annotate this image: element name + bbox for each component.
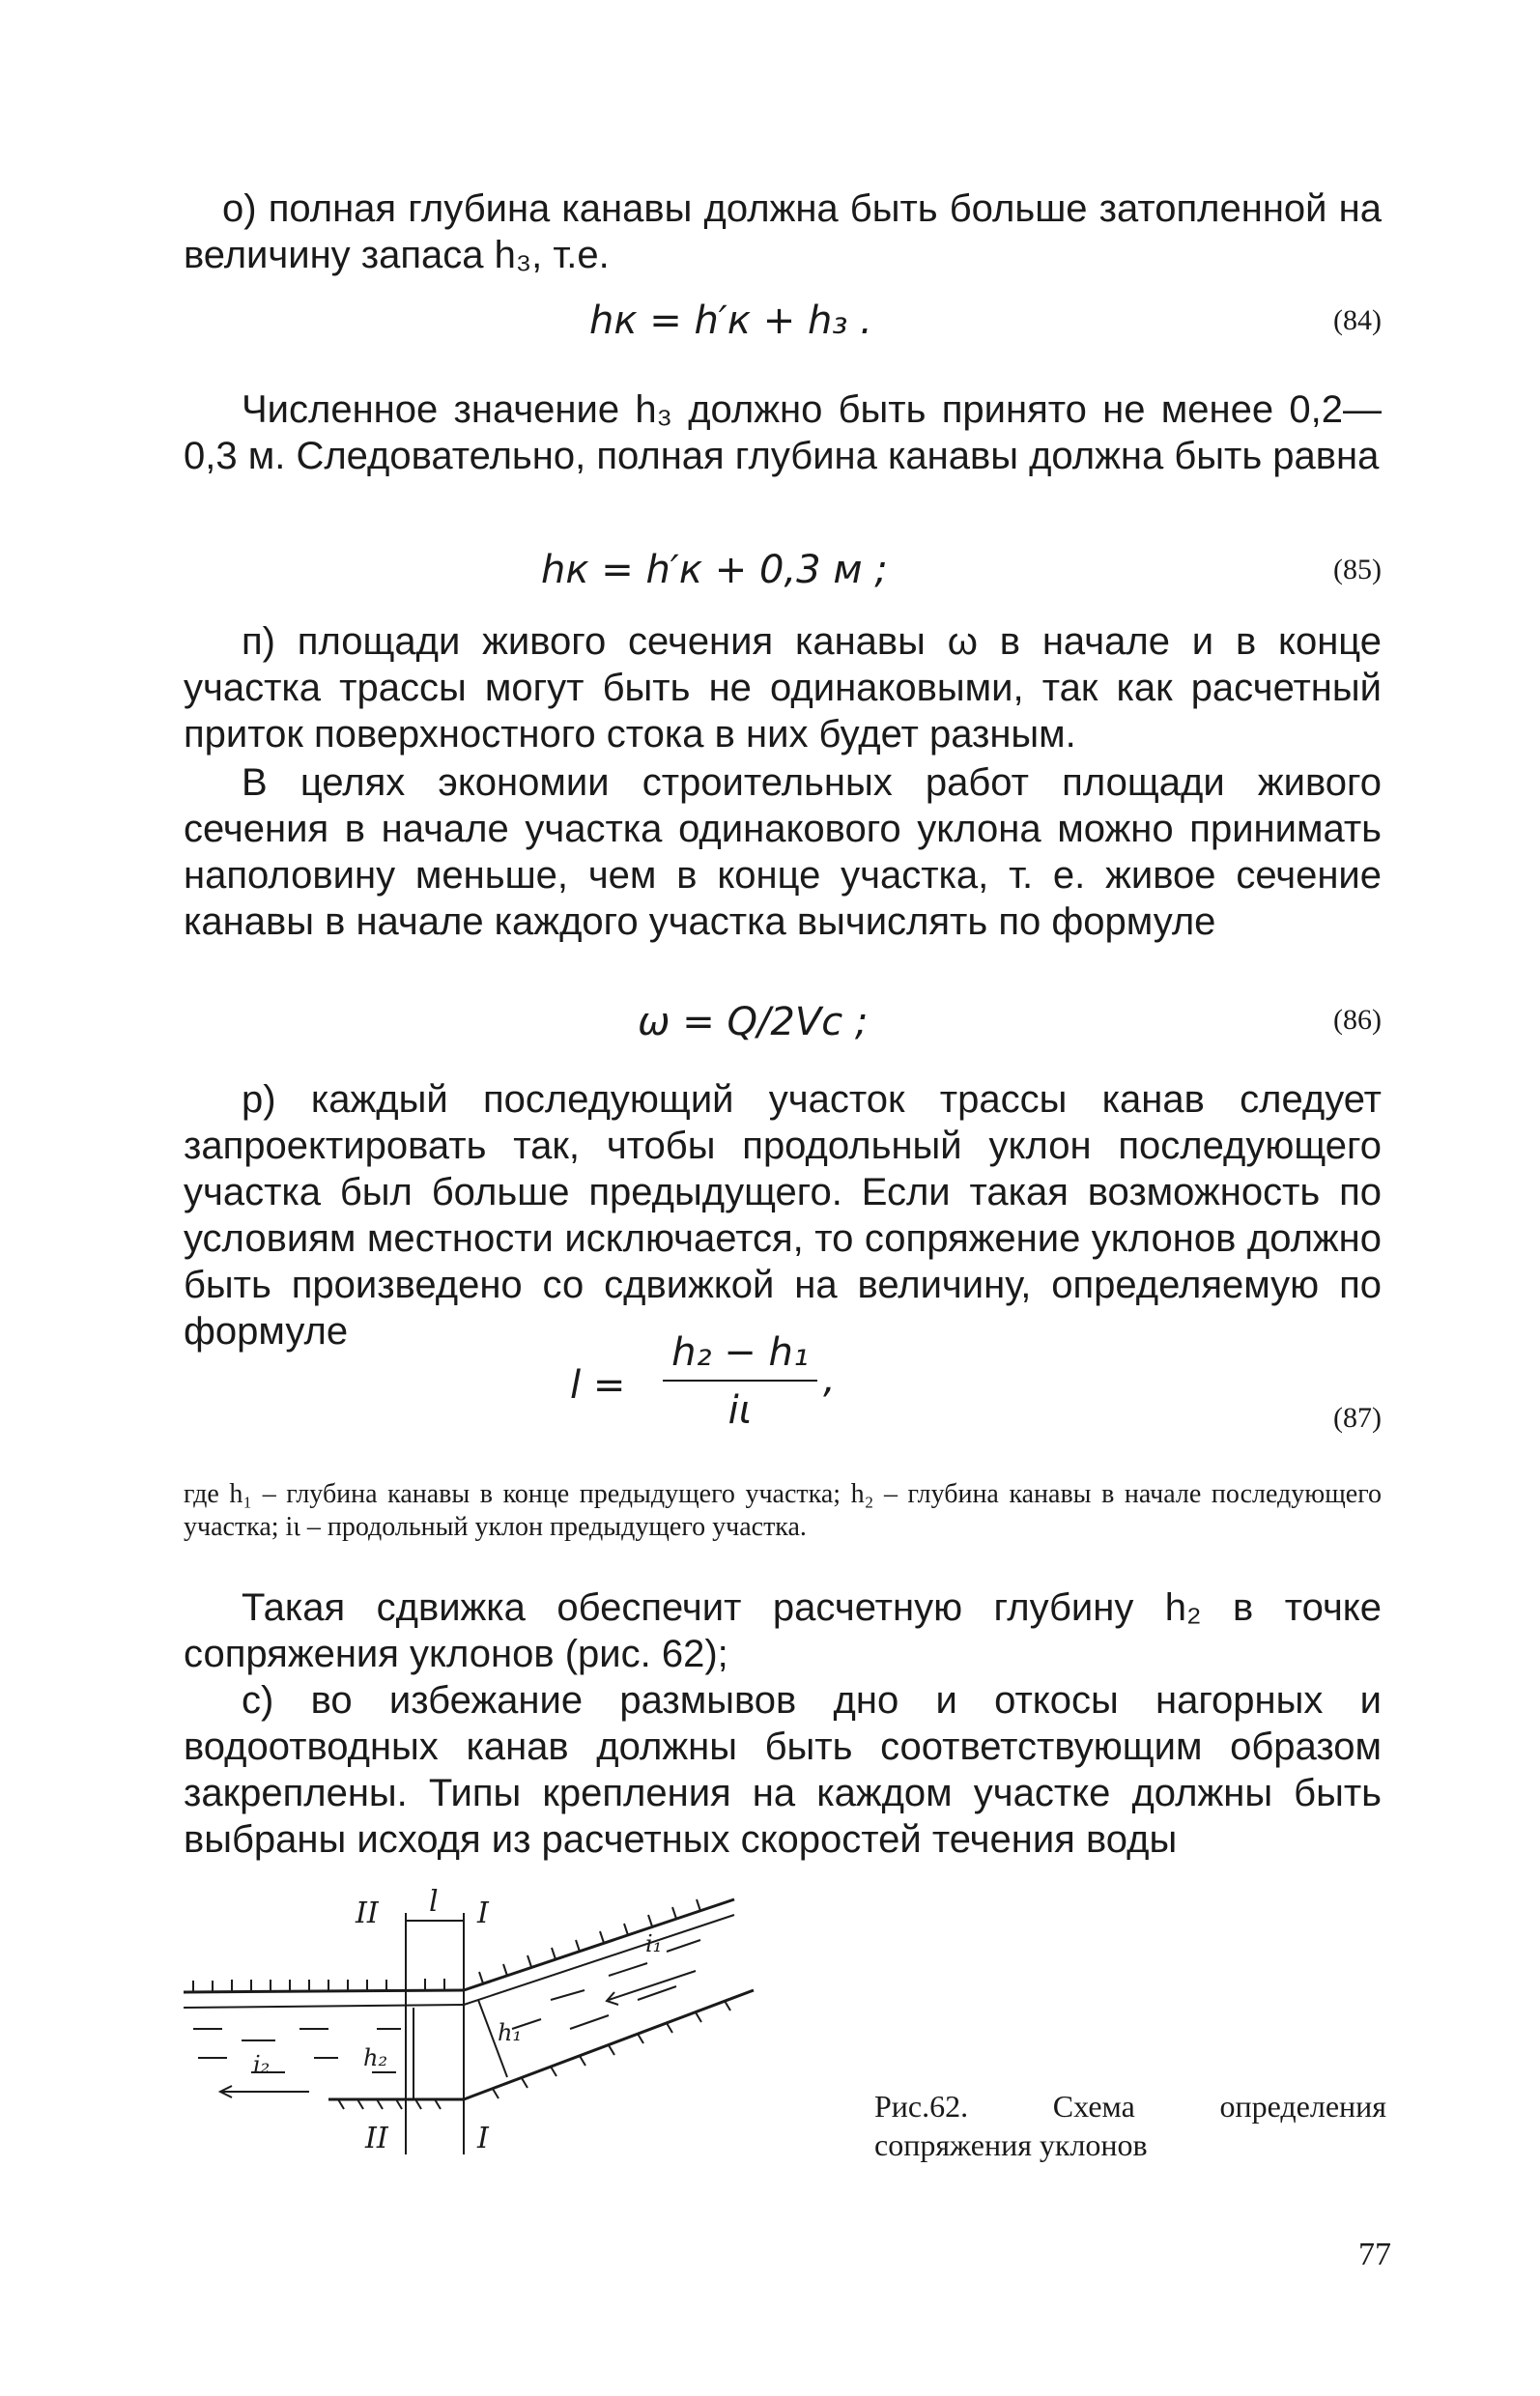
paragraph-numeric-value: Численное значение h₃ должно быть принято не менее 0,2—0,3 м. Следовательно, полная глубина канавы должна быть равна bbox=[184, 388, 1382, 477]
equation-number-84: (84) bbox=[1333, 304, 1382, 336]
formula-87-denominator: iι bbox=[727, 1388, 753, 1433]
paragraph-o: о) полная глубина канавы должна быть больше затопленной на величину запаса h₃, т.е. bbox=[184, 187, 1382, 276]
figure-62-diagram bbox=[184, 1874, 783, 2154]
formula-87-fraction-bar bbox=[663, 1380, 817, 1382]
variables-note: где h₁ – глубина канавы в конце предыдущего участка; h₂ – глубина канавы в начале последующего участка; iι – продольный уклон предыдущего участка. bbox=[184, 1479, 1382, 1542]
label-l: l bbox=[429, 1885, 439, 1919]
water-surface-left bbox=[184, 2005, 464, 2008]
upper-bank-left-line bbox=[184, 1990, 464, 1992]
page-number: 77 bbox=[1358, 2237, 1391, 2272]
formula-86: ω = Q/2Vс ; bbox=[638, 1000, 869, 1044]
figure-62-caption: Рис.62. Схема определения сопряжения уклонов bbox=[874, 2089, 1386, 2162]
label-h1: h₁ bbox=[498, 2019, 523, 2046]
paragraph-s: с) во избежание размывов дно и откосы нагорных и водоотводных канав должны быть соответствующим образом закреплены. Типы крепления на каждом участке должны быть выбраны исходя из расчетных скоростей течения воды bbox=[184, 1679, 1382, 1861]
label-I-bottom: I bbox=[477, 2122, 489, 2154]
label-II-bottom: II bbox=[365, 2122, 388, 2154]
formula-87-lhs: l = bbox=[570, 1363, 626, 1408]
label-i1: i₁ bbox=[645, 1930, 663, 1957]
upper-bank-right-line bbox=[464, 1899, 734, 1990]
paragraph-p: п) площади живого сечения канавы ω в начале и в конце участка трассы могут быть не одинаковыми, так как расчетный приток поверхностного стока в них будет разным. bbox=[184, 620, 1382, 756]
water-surface-right bbox=[464, 1915, 734, 2005]
label-I-top: I bbox=[477, 1897, 489, 1930]
bed-hatching bbox=[338, 2001, 730, 2109]
label-h2: h₂ bbox=[363, 2044, 388, 2071]
label-i2: i₂ bbox=[253, 2051, 271, 2078]
paragraph-shift: Такая сдвижка обеспечит расчетную глубину h₂ в точке сопряжения уклонов (рис. 62); bbox=[184, 1586, 1382, 1675]
upper-bank-hatching bbox=[193, 1899, 700, 1992]
formula-87-numerator: h₂ − h₁ bbox=[671, 1330, 809, 1375]
equation-number-87: (87) bbox=[1333, 1402, 1382, 1434]
equation-number-86: (86) bbox=[1333, 1004, 1382, 1036]
formula-87-tail: , bbox=[823, 1357, 836, 1402]
paragraph-economy: В целях экономии строительных работ площади живого сечения в начале участка одинакового уклона можно принимать наполовину меньше, чем в конце участка, т. е. живое сечение канавы в начале каждого участка вычислять по формуле bbox=[184, 761, 1382, 943]
paragraph-r: р) каждый последующий участок трассы канав следует запроектировать так, чтобы продольный уклон последующего участка был больше предыдущего. Если такая возможность по условиям местности исключается, то сопряжение уклонов должно быть произведено со сдвижкой на величину, определяемую по формуле bbox=[184, 1078, 1382, 1353]
label-II-top: II bbox=[356, 1897, 379, 1930]
formula-84: hк = h′к + h₃ . bbox=[589, 299, 872, 343]
equation-number-85: (85) bbox=[1333, 554, 1382, 585]
formula-85: hк = h′к + 0,3 м ; bbox=[541, 548, 888, 592]
